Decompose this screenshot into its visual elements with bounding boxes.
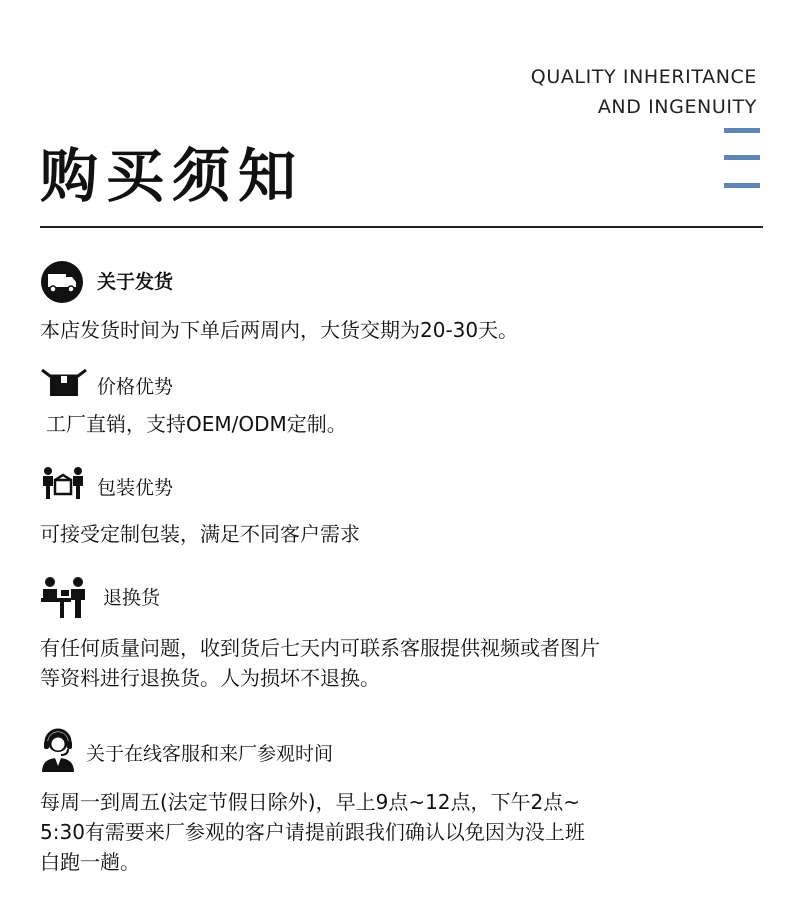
header-divider [40,226,763,228]
accent-bar [724,128,760,133]
section-text-price: 工厂直销，支持OEM/ODM定制。 [46,412,347,436]
section-text-returns-line2: 等资料进行退换货。人为损坏不退换。 [40,666,380,690]
section-text-service-line2: 5:30有需要来厂参观的客户请提前跟我们确认以免因为没上班 [40,820,585,844]
exchange-people-icon [40,576,90,620]
delivery-truck-icon [40,260,84,304]
customer-service-icon [40,728,76,772]
section-text-packaging: 可接受定制包装，满足不同客户需求 [40,522,360,546]
page-title: 购买须知 [40,142,305,210]
section-text-service-line1: 每周一到周五(法定节假日除外)，早上9点~12点，下午2点~ [40,790,581,814]
section-title-packaging: 包装优势 [97,477,174,499]
section-title-returns: 退换货 [103,587,161,609]
section-text-shipping: 本店发货时间为下单后两周内，大货交期为20-30天。 [40,318,519,342]
section-title-shipping: 关于发货 [97,271,174,293]
accent-bar [724,183,760,188]
section-text-service-line3: 白跑一趟。 [40,850,140,874]
section-title-price: 价格优势 [97,376,174,398]
section-text-returns-line1: 有任何质量问题，收到货后七天内可联系客服提供视频或者图片 [40,636,600,660]
section-title-service-hours: 关于在线客服和来厂参观时间 [86,743,334,765]
tagline-line-1: QUALITY INHERITANCE [530,66,757,88]
packing-people-icon [40,466,86,500]
box-icon [40,368,88,398]
accent-bar [724,155,760,160]
tagline-line-2: AND INGENUITY [597,96,757,118]
